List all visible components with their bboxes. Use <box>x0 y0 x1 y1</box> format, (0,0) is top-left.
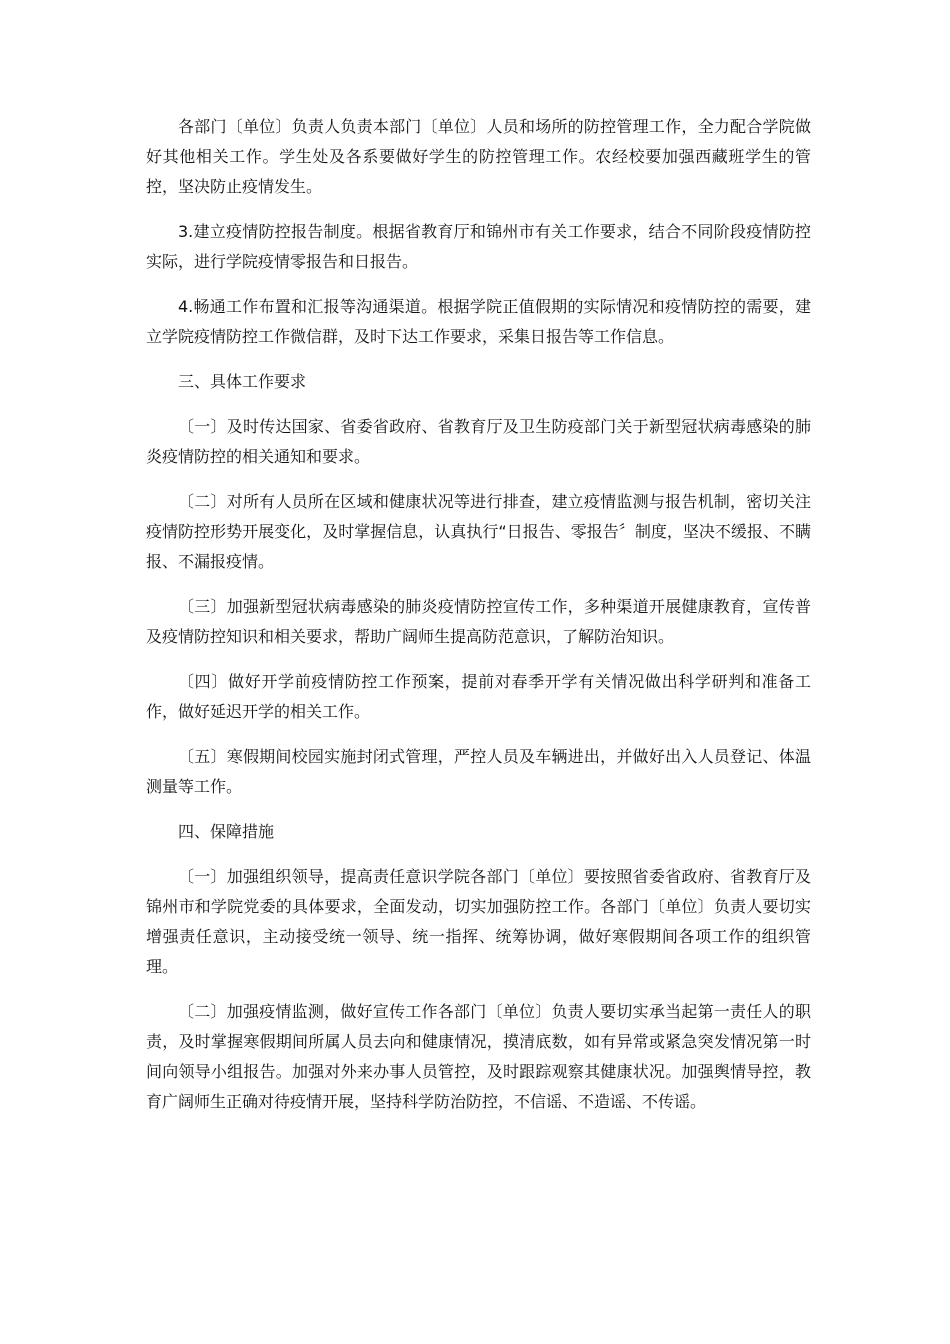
paragraph-requirement-2: 〔二〕对所有人员所在区域和健康状况等进行排查，建立疫情监测与报告机制，密切关注疫情防控形势开展变化，及时掌握信息，认真执行“日报告、零报告〞制度，坚决不缓报、不瞒报、不漏报疫情。 <box>146 492 811 571</box>
paragraph-requirement-4: 〔四〕做好开学前疫情防控工作预案，提前对春季开学有关情况做出科学研判和准备工作，做好延迟开学的相关工作。 <box>146 672 811 721</box>
section-heading-specific-requirements: 三、具体工作要求 <box>178 372 307 391</box>
paragraph-reporting-system: 3.建立疫情防控报告制度。根据省教育厅和锦州市有关工作要求，结合不同阶段疫情防控实际，进行学院疫情零报告和日报告。 <box>146 222 811 271</box>
paragraph-requirement-3: 〔三〕加强新型冠状病毒感染的肺炎疫情防控宣传工作，多种渠道开展健康教育，宣传普及疫情防控知识和相关要求，帮助广阔师生提高防范意识，了解防治知识。 <box>146 597 811 646</box>
paragraph-department-responsibility: 各部门〔单位〕负责人负责本部门〔单位〕人员和场所的防控管理工作，全力配合学院做好其他相关工作。学生处及各系要做好学生的防控管理工作。农经校要加强西藏班学生的管控，坚决防止疫情发生。 <box>146 117 811 196</box>
paragraph-safeguard-1: 〔一〕加强组织领导，提高责任意识学院各部门〔单位〕要按照省委省政府、省教育厅及锦州市和学院党委的具体要求，全面发动，切实加强防控工作。各部门〔单位〕负责人要切实增强责任意识，主动接受统一领导、统一指挥、统筹协调，做好寒假期间各项工作的组织管理。 <box>146 867 811 976</box>
paragraph-communication-channels: 4.畅通工作布置和汇报等沟通渠道。根据学院正值假期的实际情况和疫情防控的需要，建立学院疫情防控工作微信群，及时下达工作要求，采集日报告等工作信息。 <box>146 297 811 346</box>
paragraph-safeguard-2: 〔二〕加强疫情监测，做好宣传工作各部门〔单位〕负责人要切实承当起第一责任人的职责，及时掌握寒假期间所属人员去向和健康情况，摸清底数，如有异常或紧急突发情况第一时间向领导小组报告。加强对外来办事人员管控，及时跟踪观察其健康状况。加强舆情导控，教育广阔师生正确对待疫情开展，坚持科学防治防控，不信谣、不造谣、不传谣。 <box>146 1002 811 1111</box>
paragraph-requirement-1: 〔一〕及时传达国家、省委省政府、省教育厅及卫生防疫部门关于新型冠状病毒感染的肺炎疫情防控的相关通知和要求。 <box>146 417 811 466</box>
document-body <box>146 112 811 1132</box>
paragraph-requirement-5: 〔五〕寒假期间校园实施封闭式管理，严控人员及车辆进出，并做好出入人员登记、体温测量等工作。 <box>146 747 811 796</box>
section-heading-safeguard-measures: 四、保障措施 <box>178 822 275 841</box>
